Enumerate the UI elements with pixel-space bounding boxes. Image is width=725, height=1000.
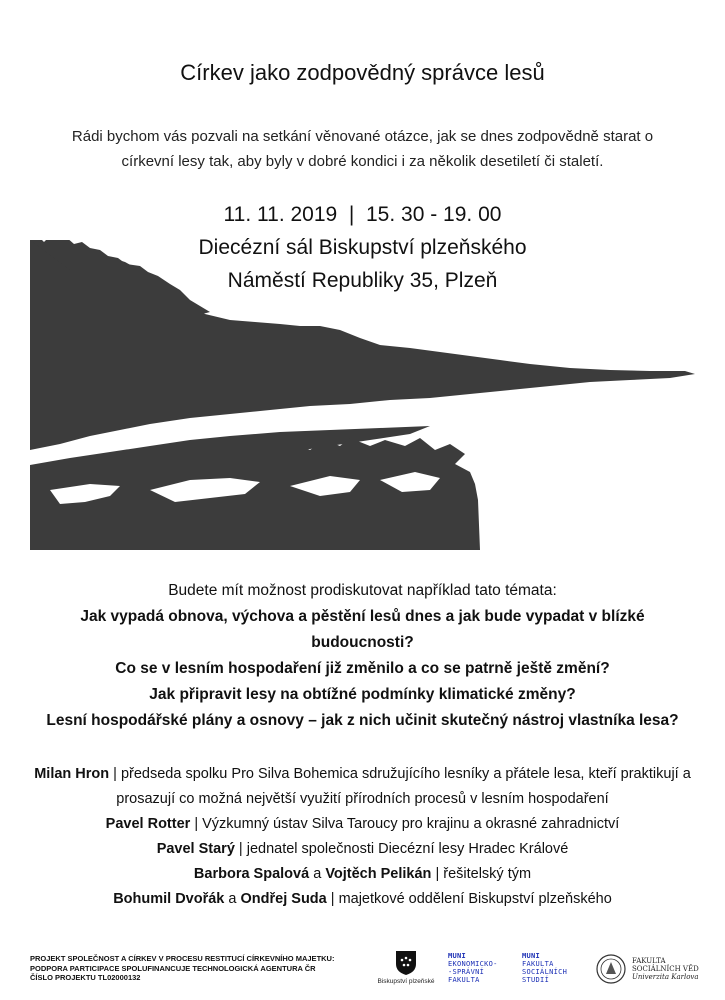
speaker-entry: Milan Hron | předseda spolku Pro Silva Bohemica sdružujícího lesníky a přátele lesa, kteří praktikují a prosazují co možná největší využití přírodních procesů v lesním hospodaření xyxy=(34,766,691,807)
fsv-label: Univerzita Karlova xyxy=(632,973,699,981)
event-datetime: 11. 11. 2019 | 15. 30 - 19. 00 xyxy=(223,203,502,226)
footer xyxy=(0,950,725,1000)
speaker-name: Pavel Starý xyxy=(156,841,235,857)
speaker-name: Ondřej Suda xyxy=(240,891,327,907)
logo-muni-fss xyxy=(522,952,567,984)
speaker-desc: jednatel společnosti Diecézní lesy Hradec Králové xyxy=(246,841,569,857)
event-venue: Diecézní sál Biskupství plzeňského xyxy=(198,236,527,259)
topic-item: Jak připravit lesy na obtížné podmínky klimatické změny? xyxy=(149,686,576,703)
speaker-name: Barbora Spalová xyxy=(193,866,310,882)
speaker-conjunction: a xyxy=(313,866,322,882)
faculty-label: FAKULTA xyxy=(522,960,554,968)
speaker-desc: řešitelský tým xyxy=(443,866,532,882)
logo-biskupstvi xyxy=(378,950,434,985)
project-info xyxy=(30,954,350,983)
topics-lead: Budete mít možnost prodiskutovat například tato témata: xyxy=(168,582,557,599)
topic-item: Co se v lesním hospodaření již změnilo a co se patrně ještě změní? xyxy=(115,660,610,677)
fsv-label: FAKULTA xyxy=(632,957,666,965)
speaker-entry: Barbora Spalová a Vojtěch Pelikán | řešitelský tým xyxy=(193,866,532,882)
intro-line: církevní lesy tak, aby byly v dobré kondici i za několik desetiletí či staletí. xyxy=(121,153,604,170)
event-address: Náměstí Republiky 35, Plzeň xyxy=(227,269,498,292)
speaker-desc: předseda spolku Pro Silva Bohemica sdružujícího lesníky a přátele lesa, kteří praktikují a prosazují co možná největší využití přírodních procesů v lesním hospodaření xyxy=(116,766,691,807)
university-seal-icon xyxy=(596,954,626,984)
project-line: ČÍSLO PROJEKTU TL02000132 xyxy=(30,973,141,982)
project-line: PODPORA PARTICIPACE SPOLUFINANCUJE TECHNOLOGICKÁ AGENTURA ČR xyxy=(30,963,316,973)
page-title: Církev jako zodpovědný správce lesů xyxy=(180,60,545,85)
logo-biskupstvi-label: Biskupství plzeňské xyxy=(377,978,435,985)
speaker-entry: Pavel Starý | jednatel společnosti Diecézní lesy Hradec Králové xyxy=(156,841,569,857)
faculty-label: SOCIÁLNÍCH xyxy=(522,968,568,976)
intro-text xyxy=(40,124,685,174)
intro-line: Rádi bychom vás pozvali na setkání věnované otázce, jak se dnes zodpovědně starat o xyxy=(71,128,654,145)
faculty-label: FAKULTA xyxy=(448,976,480,984)
landscape-illustration xyxy=(30,240,695,550)
faculty-label: EKONOMICKO- xyxy=(448,960,498,968)
speaker-entry: Bohumil Dvořák a Ondřej Suda | majetkové oddělení Biskupství plzeňského xyxy=(113,891,612,907)
speaker-desc: majetkové oddělení Biskupství plzeňského xyxy=(338,891,612,907)
project-line: PROJEKT SPOLEČNOST A CÍRKEV V PROCESU RESTITUCÍ CÍRKEVNÍHO MAJETKU: xyxy=(30,954,335,963)
speaker-name: Bohumil Dvořák xyxy=(113,891,225,907)
speaker-conjunction: a xyxy=(228,891,237,907)
speaker-name: Milan Hron xyxy=(34,766,110,782)
muni-label: MUNI xyxy=(522,952,541,960)
speaker-desc: Výzkumný ústav Silva Taroucy pro krajinu a okrasné zahradnictví xyxy=(202,816,620,832)
faculty-label: -SPRÁVNÍ xyxy=(448,968,485,976)
muni-label: MUNI xyxy=(448,952,467,960)
speaker-name: Vojtěch Pelikán xyxy=(325,866,432,882)
topics-section xyxy=(20,578,705,734)
speaker-name: Pavel Rotter xyxy=(105,816,191,832)
speaker-entry: Pavel Rotter | Výzkumný ústav Silva Taroucy pro krajinu a okrasné zahradnictví xyxy=(105,816,620,832)
fsv-label: SOCIÁLNÍCH VĚD xyxy=(632,965,699,973)
speakers-list xyxy=(20,762,705,912)
faculty-label: STUDIÍ xyxy=(522,976,550,984)
logo-muni-econ xyxy=(448,952,498,984)
coat-of-arms-icon xyxy=(395,950,417,976)
logo-fsv-uk xyxy=(596,954,699,984)
topic-item: Jak vypadá obnova, výchova a pěstění lesů dnes a jak bude vypadat v blízké budoucnosti? xyxy=(80,608,645,651)
topic-item: Lesní hospodářské plány a osnovy – jak z nich učinit skutečný nástroj vlastníka lesa? xyxy=(46,712,679,729)
